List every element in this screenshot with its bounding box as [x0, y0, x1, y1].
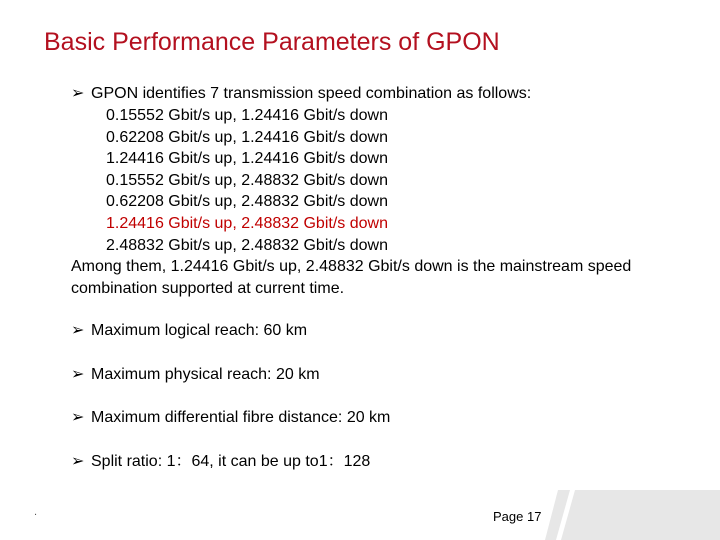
arrow-bullet-icon: ➢ — [71, 453, 85, 470]
arrow-bullet-icon: ➢ — [71, 322, 85, 339]
speed-combination-item: 0.15552 Gbit/s up, 2.48832 Gbit/s down — [106, 171, 388, 189]
arrow-bullet-icon: ➢ — [71, 409, 85, 426]
speed-combination-item: 0.15552 Gbit/s up, 1.24416 Gbit/s down — [106, 107, 388, 124]
differential-distance-bullet — [71, 407, 390, 429]
split-ratio-bullet — [71, 451, 370, 473]
footer-dot: . — [34, 506, 38, 518]
footer-band — [0, 490, 720, 540]
split-ratio-text: Split ratio: 1：64, it can be up to1：128 — [91, 453, 371, 470]
footer-decoration — [0, 490, 720, 540]
speed-combination-list — [106, 105, 388, 256]
speed-combination-item: 0.62208 Gbit/s up, 1.24416 Gbit/s down — [106, 128, 388, 146]
speed-combination-item-highlighted: 1.24416 Gbit/s up, 2.48832 Gbit/s down — [106, 214, 388, 232]
speed-combination-item: 2.48832 Gbit/s up, 2.48832 Gbit/s down — [106, 236, 388, 254]
logical-reach-bullet — [71, 320, 307, 342]
speed-combination-item: 0.62208 Gbit/s up, 2.48832 Gbit/s down — [106, 193, 388, 211]
logical-reach-text: Maximum logical reach: 60 km — [91, 322, 308, 339]
page-number: Page 17 — [493, 509, 542, 524]
intro-bullet — [71, 83, 531, 105]
speed-combination-item: 1.24416 Gbit/s up, 1.24416 Gbit/s down — [106, 150, 388, 168]
slide-title: Basic Performance Parameters of GPON — [44, 28, 500, 56]
arrow-bullet-icon: ➢ — [71, 85, 85, 102]
physical-reach-text: Maximum physical reach: 20 km — [91, 366, 320, 383]
mainstream-summary: Among them, 1.24416 Gbit/s up, 2.48832 Gbit/s down is the mainstream speed combination supported at current time. — [71, 258, 632, 297]
intro-text: GPON identifies 7 transmission speed combination as follows: — [91, 85, 532, 102]
arrow-bullet-icon: ➢ — [71, 366, 85, 383]
differential-distance-text: Maximum differential fibre distance: 20 km — [91, 409, 391, 426]
physical-reach-bullet — [71, 364, 320, 386]
